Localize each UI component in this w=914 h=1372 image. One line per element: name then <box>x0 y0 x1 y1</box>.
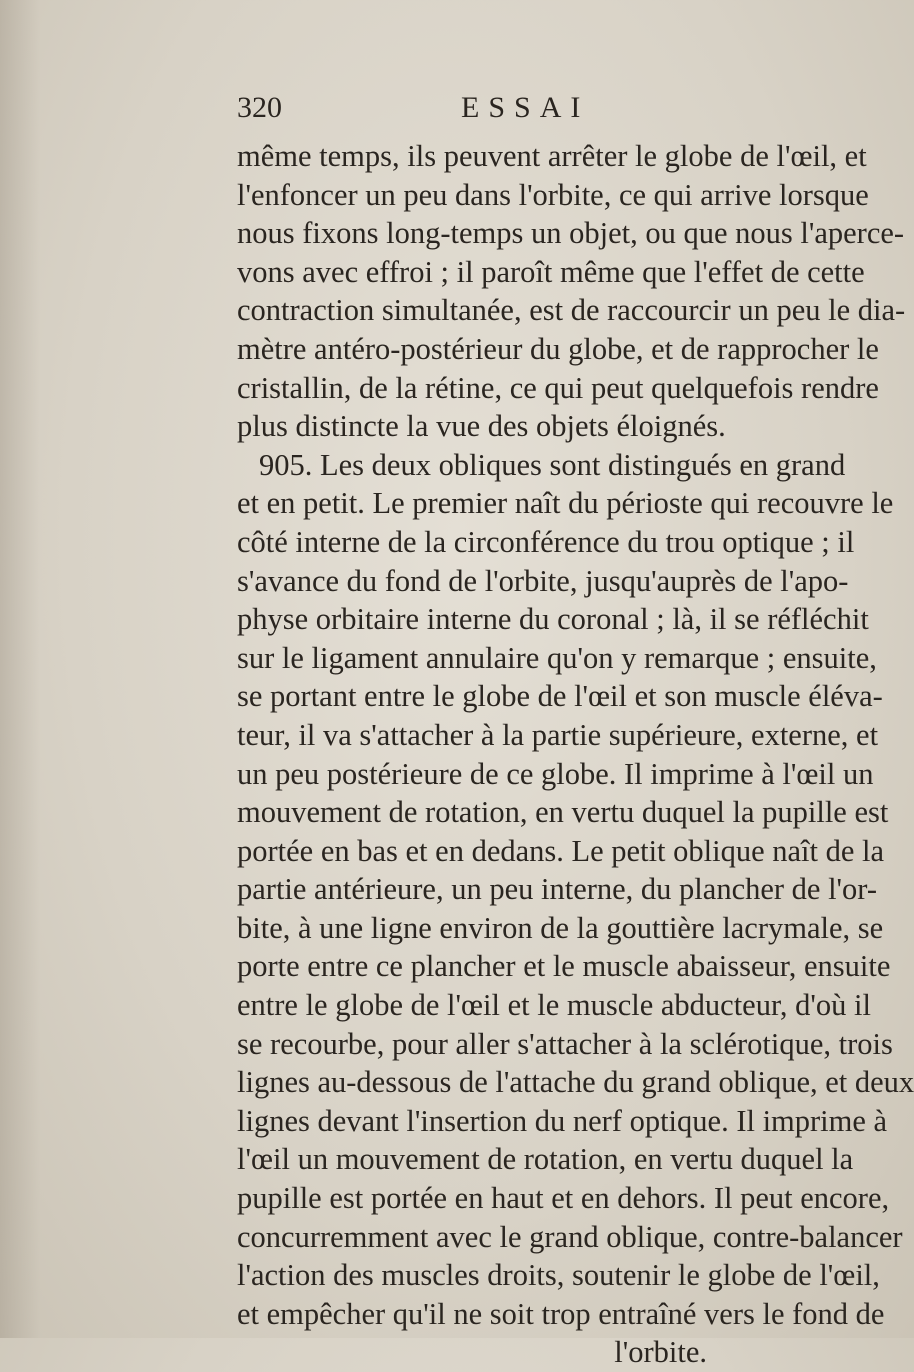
text-line: sur le ligament annulaire qu'on y remarque ; ensuite, <box>237 640 877 675</box>
text-line: et empêcher qu'il ne soit trop entraîné vers le fond de <box>237 1296 885 1331</box>
page-header <box>237 88 697 128</box>
text-line: se recourbe, pour aller s'attacher à la sclérotique, trois <box>237 1026 893 1061</box>
text-line: se portant entre le globe de l'œil et son muscle éléva- <box>237 679 883 714</box>
text-line: l'œil un mouvement de rotation, en vertu duquel la <box>237 1142 854 1177</box>
final-line: l'orbite. <box>614 1335 707 1370</box>
paragraph-start-line: 905. Les deux obliques sont distingués en grand <box>259 447 846 482</box>
text-line: portée en bas et en dedans. Le petit oblique naît de la <box>237 833 885 868</box>
body-text <box>237 137 914 1372</box>
text-line: lignes au-dessous de l'attache du grand oblique, et deux <box>237 1065 914 1100</box>
text-line: plus distincte la vue des objets éloignés. <box>237 409 726 444</box>
text-line: physe orbitaire interne du coronal ; là, il se réfléchit <box>237 602 869 637</box>
text-line: pupille est portée en haut et en dehors. Il peut encore, <box>237 1181 890 1216</box>
text-line: cristallin, de la rétine, ce qui peut quelquefois rendre <box>237 370 879 405</box>
text-line: concurremment avec le grand oblique, contre-balancer <box>237 1219 903 1254</box>
text-line: s'avance du fond de l'orbite, jusqu'auprès de l'apo- <box>237 563 849 598</box>
text-line: partie antérieure, un peu interne, du plancher de l'or- <box>237 872 878 907</box>
page-number: 320 <box>237 91 282 124</box>
text-line: contraction simultanée, est de raccourcir un peu le dia- <box>237 293 906 328</box>
text-line: mouvement de rotation, en vertu duquel la pupille est <box>237 795 889 830</box>
text-line: vons avec effroi ; il paroît même que l'effet de cette <box>237 254 865 289</box>
running-title: ESSAI <box>461 91 590 124</box>
text-line: et en petit. Le premier naît du périoste qui recouvre le <box>237 486 894 521</box>
text-line: bite, à une ligne environ de la gouttière lacrymale, se <box>237 910 884 945</box>
text-line: un peu postérieure de ce globe. Il imprime à l'œil un <box>237 756 874 791</box>
text-line: teur, il va s'attacher à la partie supérieure, externe, et <box>237 717 879 752</box>
text-line: entre le globe de l'œil et le muscle abducteur, d'où il <box>237 988 871 1023</box>
text-line: l'enfoncer un peu dans l'orbite, ce qui arrive lorsque <box>237 177 869 212</box>
text-line: mètre antéro-postérieur du globe, et de rapprocher le <box>237 331 879 366</box>
text-line: côté interne de la circonférence du trou optique ; il <box>237 524 855 559</box>
text-line: nous fixons long-temps un objet, ou que nous l'aperce- <box>237 216 905 251</box>
text-line: même temps, ils peuvent arrêter le globe de l'œil, et <box>237 139 867 173</box>
text-line: porte entre ce plancher et le muscle abaisseur, ensuite <box>237 949 891 984</box>
page-edge <box>0 0 40 1338</box>
text-line: l'action des muscles droits, soutenir le globe de l'œil, <box>237 1258 880 1293</box>
text-line: lignes devant l'insertion du nerf optique. Il imprime à <box>237 1103 888 1138</box>
